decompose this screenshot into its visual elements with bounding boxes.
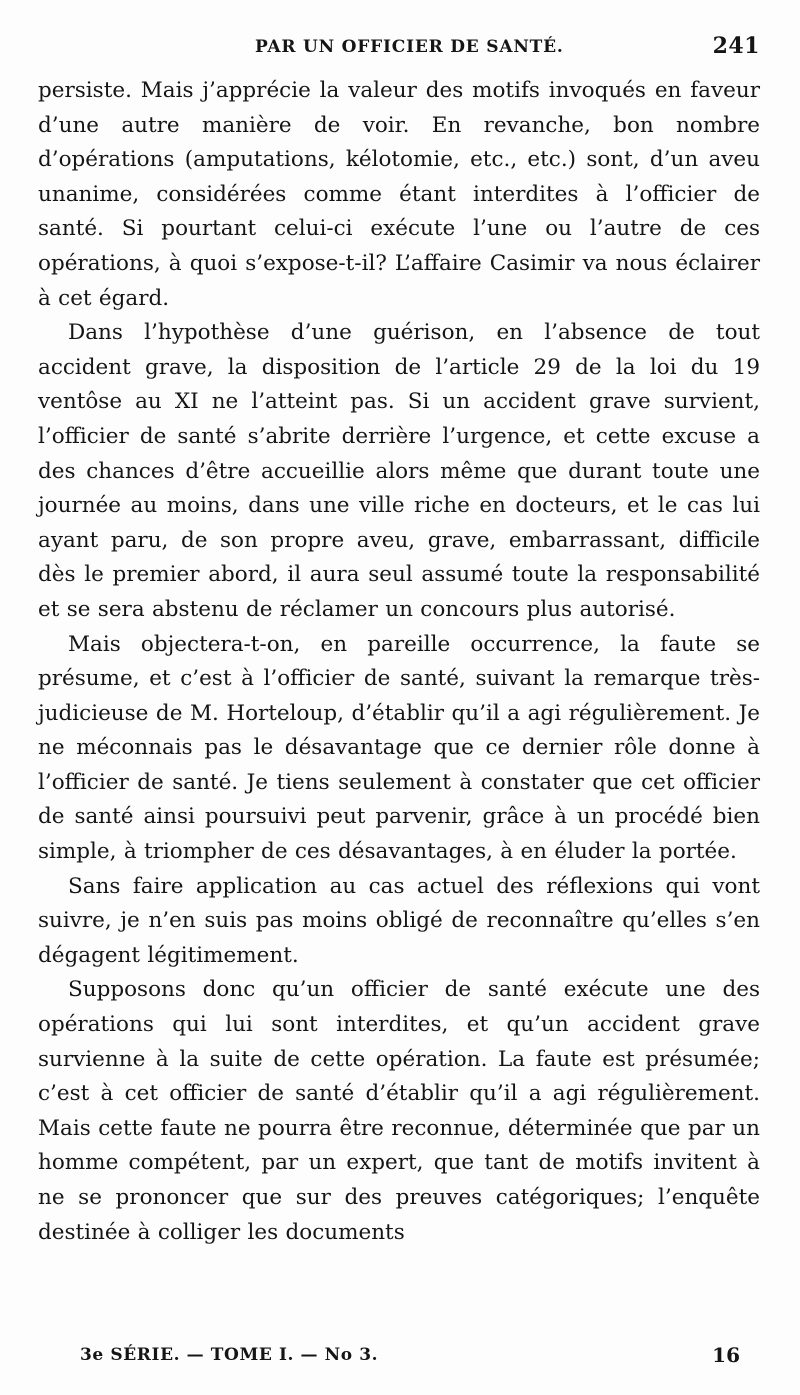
paragraph-5: Supposons donc qu’un officier de santé exécute une des opérations qui lui sont interdites, et qu’un accident grave survienne à la suite de cette opération. La faute est présumée; c’est à cet officier de santé d’établir qu’il a agi régulièrement. Mais cette faute ne pourra être reconnue, déterminée que par un homme compétent, par un expert, que tant de motifs invitent à ne se prononcer que sur des preuves catégoriques; l’enquête destinée à colliger les documents [38, 977, 760, 1245]
paragraph-4: Sans faire application au cas actuel des réflexions qui vont suivre, je n’en suis pas moins obligé de reconnaître qu’elles s’en dégagent légitimement. [38, 873, 760, 968]
series-signature: 3e SÉRIE. — TOME I. — No 3. [80, 1345, 379, 1365]
paragraph-2: Dans l’hypothèse d’une guérison, en l’absence de tout accident grave, la disposition de l’article 29 de la loi du 19 ventôse au XI ne l’atteint pas. Si un accident grave survient, l’officier de santé s’abrite derrière l’urgence, et cette excuse a des chances d’être accueillie alors même que durant toute une journée au moins, dans une ville riche en docteurs, et le cas lui ayant paru, de son propre aveu, grave, embarrassant, difficile dès le premier abord, il aura seul assumé toute la responsabilité et se sera abstenu de réclamer un concours plus autorisé. [38, 320, 760, 622]
running-head-title: PAR UN OFFICIER DE SANTÉ. [255, 37, 564, 57]
running-head [40, 33, 760, 63]
sheet-number: 16 [712, 1343, 740, 1367]
paragraph-3: Mais objectera-t-on, en pareille occurrence, la faute se présume, et c’est à l’officier de santé, suivant la remarque très-judicieuse de M. Horteloup, d’établir qu’il a agi régulièrement. Je ne méconnais pas le désavantage que ce dernier rôle donne à l’officier de santé. Je tiens seulement à constater que cet officier de santé ainsi poursuivi peut parvenir, grâce à un procédé bien simple, à triompher de ces désavantages, à en éluder la portée. [38, 631, 760, 865]
paragraph-1: persiste. Mais j’apprécie la valeur des motifs invoqués en faveur d’une autre manière de voir. En revanche, bon nombre d’opérations (amputations, kélotomie, etc., etc.) sont, d’un aveu unanime, considérées comme étant interdites à l’officier de santé. Si pourtant celui-ci exécute l’une ou l’autre de ces opérations, à quoi s’expose-t-il? L’affaire Casimir va nous éclairer à cet égard. [38, 78, 760, 311]
body-text [38, 74, 760, 1250]
signature-line [80, 1345, 740, 1375]
page-number: 241 [712, 33, 760, 59]
